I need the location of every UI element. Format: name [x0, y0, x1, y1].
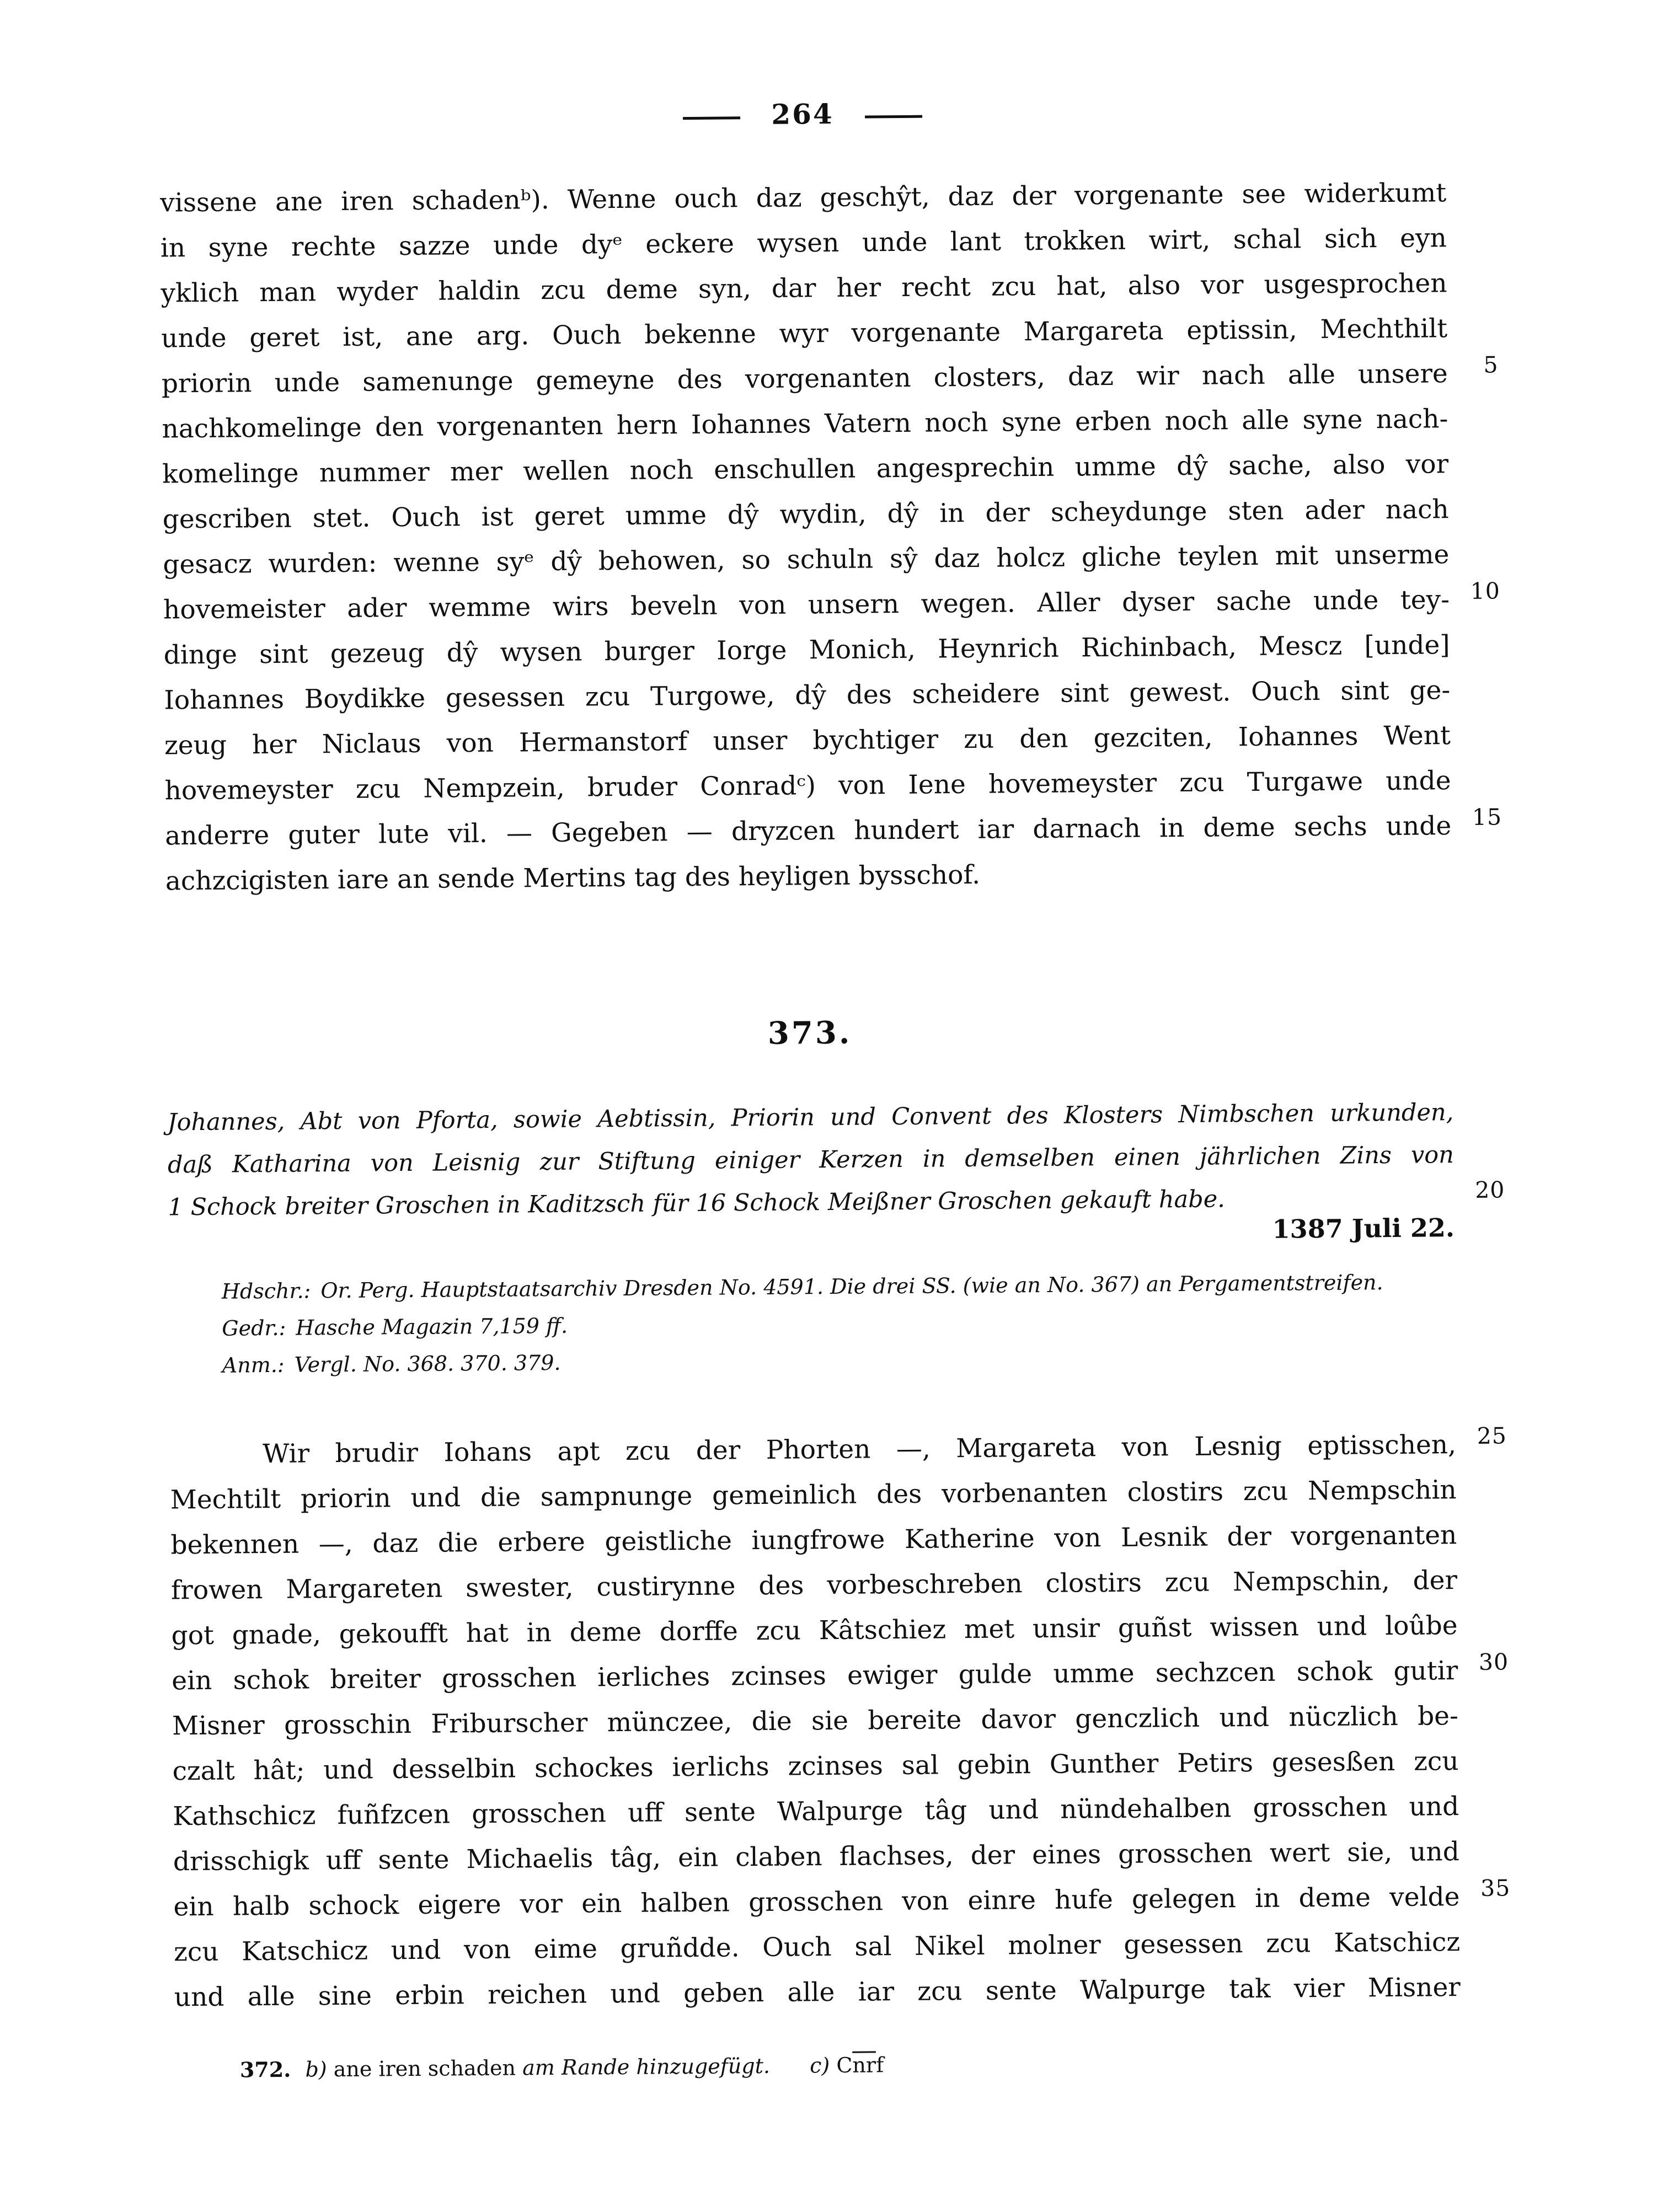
source-notes — [221, 1263, 1458, 1384]
margin-line-number-25: 25 — [1477, 1422, 1507, 1449]
text-line: und alle sine erbin reichen und geben alle iar zcu sente Walpurge tak vier Misner — [174, 1972, 1461, 2013]
text-line: anderre guter lute vil. — Gegeben — dryzcen hundert iar darnach in deme sechs unde 15 — [165, 804, 1502, 851]
footnote-b-note: am Rande hinzugefügt. — [522, 2053, 771, 2080]
text-line: vissene ane iren schadenᵇ). Wenne ouch daz geschŷt, daz der vorgenante see widerkumt — [160, 178, 1447, 218]
text-line: achzcigisten iare an sende Mertins tag des heyligen bysschof. — [165, 859, 981, 897]
margin-line-number-15: 15 — [1472, 804, 1502, 831]
note-label: Anm.: — [222, 1352, 285, 1378]
margin-line-number-20: 20 — [1475, 1176, 1505, 1203]
page-number-rule-right — [865, 115, 922, 118]
margin-line-number-35: 35 — [1480, 1874, 1511, 1902]
margin-line-number-10: 10 — [1470, 577, 1501, 604]
text-line: ein schok breiter grosschen ierliches zcinses ewiger gulde umme sechzcen schok gutir 30 — [172, 1648, 1509, 1696]
text-line: bekennen —, daz die erbere geistliche iungfrowe Katherine von Lesnik der vorgenanten — [170, 1520, 1457, 1561]
page-number-rule-left — [683, 116, 740, 120]
text-line: frowen Margareten swester, custirynne des vorbeschreben clostirs zcu Nempschin, der — [170, 1565, 1458, 1606]
text-line: czalt hât; und desselbin schockes ierlichs zcinses sal gebin Gunther Petirs gesesßen zcu — [172, 1746, 1459, 1787]
text-line: unde geret ist, ane arg. Ouch bekenne wyr vorgenante Margareta eptissin, Mechthilt — [161, 313, 1448, 354]
document-373-text — [170, 1422, 1511, 2020]
summary-line: Johannes, Abt von Pforta, sowie Aebtissin, Priorin und Convent des Klosters Nimbschen urkunden, — [167, 1099, 1454, 1137]
footnote-b-text: ane iren schaden — [333, 2055, 516, 2082]
text-line: yklich man wyder haldin zcu deme syn, dar her recht zcu hat, also vor usgesprochen — [161, 268, 1447, 309]
margin-line-number-5: 5 — [1483, 351, 1499, 378]
text-line: hovemeyster zcu Nempzein, bruder Conradᶜ) von Iene hovemeyster zcu Turgawe unde — [164, 765, 1451, 806]
document-372-text — [160, 170, 1502, 904]
text-line: Kathschicz fuñfzcen grosschen uff sente Walpurge tâg und nündehalben grosschen und — [173, 1791, 1459, 1832]
note-text: Vergl. No. 368. 370. 379. — [294, 1350, 561, 1377]
note-label: Hdschr.: — [221, 1278, 311, 1304]
footnote-ref: 372. — [239, 2056, 291, 2082]
footnote-b-label: b) — [305, 2057, 327, 2082]
text-line: gesacz wurden: wenne syᵉ dŷ behowen, so schuln sŷ daz holcz gliche teylen mit unserme — [163, 539, 1450, 580]
text-line: dinge sint gezeug dŷ wysen burger Iorge Monich, Heynrich Richinbach, Mescz [unde] — [163, 630, 1450, 671]
summary-line: daß Katharina von Leisnig zur Stiftung einiger Kerzen in demselben einen jährlichen Zins von — [167, 1141, 1455, 1179]
footnote — [240, 2048, 1464, 2083]
summary-line: 1 Schock breiter Groschen in Kaditzsch für 16 Schock Meißner Groschen gekauft habe. 20 — [168, 1176, 1505, 1222]
text-line: drisschigk uff sente Michaelis tâg, ein claben flachses, der eines grosschen wert sie, und — [173, 1836, 1460, 1877]
text-line: Wir brudir Iohans apt zcu der Phorten —, Margareta von Lesnig eptisschen, 25 — [262, 1422, 1507, 1470]
document-373-summary — [167, 1091, 1505, 1229]
text-line: in syne rechte sazze unde dyᵉ eckere wysen unde lant trokken wirt, schal sich eyn — [160, 223, 1447, 264]
text-line: priorin unde samenunge gemeyne des vorgenanten closters, daz wir nach alle unsere 5 — [161, 351, 1499, 399]
page-header — [159, 95, 1446, 133]
text-line: gescriben stet. Ouch ist geret umme dŷ wydin, dŷ in der scheydunge sten ader nach — [162, 494, 1449, 535]
text-line: Misner grosschin Friburscher münczee, die sie bereite davor genczlich und nüczlich be- — [172, 1701, 1459, 1742]
document-number-heading: 373. — [767, 1014, 852, 1052]
footnote-c-word: $C\overline{nr}f$ — [836, 2053, 884, 2077]
document-date: 1387 Juli 22. — [1272, 1213, 1455, 1244]
footnote-c-label: c) — [810, 2053, 830, 2078]
text-line: Iohannes Boydikke gesessen zcu Turgowe, dŷ des scheidere sint gewest. Ouch sint ge- — [164, 675, 1451, 716]
page-number: 264 — [771, 97, 834, 131]
margin-line-number-30: 30 — [1478, 1648, 1509, 1675]
note-text: Or. Perg. Hauptstaatsarchiv Dresden No. 4591. Die drei SS. (wie an No. 367) an Pergamentstreifen. — [320, 1270, 1383, 1303]
text-line: ein halb schock eigere vor ein halben grosschen von einre hufe gelegen in deme velde 35 — [173, 1874, 1511, 1922]
note-label: Gedr.: — [222, 1315, 286, 1341]
text-line: komelinge nummer mer wellen noch enschullen angesprechin umme dŷ sache, also vor — [162, 449, 1449, 490]
text-line: got gnade, gekoufft hat in deme dorffe zcu Kâtschiez met unsir guñst wissen und loûbe — [171, 1610, 1458, 1651]
text-line: nachkomelinge den vorgenanten hern Iohannes Vatern noch syne erben noch alle syne nach- — [162, 404, 1448, 444]
text-line: zeug her Niclaus von Hermanstorf unser bychtiger zu den gezciten, Iohannes Went — [164, 720, 1451, 761]
text-line: hovemeister ader wemme wirs beveln von unsern wegen. Aller dyser sache unde tey- 10 — [163, 577, 1501, 625]
note-text: Hasche Magazin 7,159 ff. — [296, 1313, 568, 1340]
text-line: zcu Katschicz und von eime gruñdde. Ouch sal Nikel molner gesessen zcu Katschicz — [173, 1927, 1461, 1968]
text-line: Mechtilt priorin und die sampnunge gemeinlich des vorbenanten clostirs zcu Nempschin — [170, 1475, 1457, 1515]
